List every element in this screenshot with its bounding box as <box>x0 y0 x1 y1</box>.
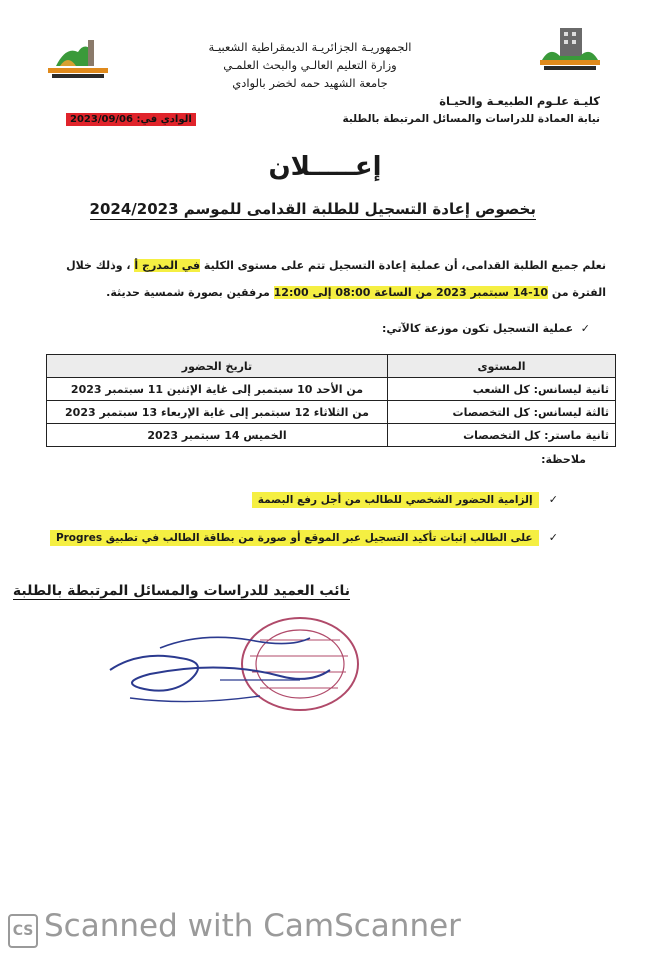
camscanner-logo-icon: CS <box>8 914 38 948</box>
table-cell-date: من الأحد 10 سبتمبر إلى غاية الإثنين 11 سبتمبر 2023 <box>47 378 388 401</box>
table-header-level: المستوى <box>388 355 616 378</box>
table-cell-level: ثانية ليسانس: كل الشعب <box>388 378 616 401</box>
faculty-name: كليـة علـوم الطبيعـة والحيـاة <box>439 94 600 108</box>
university-name: جامعة الشهيد حمه لخضر بالوادي <box>232 76 388 90</box>
republic-title: الجمهوريـة الجزائريـة الديمقراطية الشعبيـة <box>208 40 412 54</box>
ministry-title: وزارة التعليم العالـي والبحث العلمـي <box>223 58 397 72</box>
table-header-date: تاريخ الحضور <box>47 355 388 378</box>
table-cell-level: ثانية ماستر: كل التخصصات <box>388 424 616 447</box>
table-cell-level: ثالثة ليسانس: كل التخصصات <box>388 401 616 424</box>
announcement-line-2 <box>106 280 606 306</box>
checkmark-icon: ✓ <box>580 322 590 335</box>
distribution-text: عملية التسجيل تكون موزعة كالآتي: <box>382 322 574 335</box>
deanship-name: نيابة العمادة للدراسات والمسائل المرتبطة بالطلبة <box>342 113 600 125</box>
checkmark-icon: ✓ <box>548 493 558 506</box>
camscanner-watermark: Scanned with CamScanner <box>44 908 461 944</box>
table-row <box>47 378 616 401</box>
table-row <box>47 401 616 424</box>
line1-text-b: ، وذلك خلال <box>66 259 135 272</box>
checkmark-icon: ✓ <box>548 531 558 544</box>
line1-text-a: نعلم جميع الطلبة القدامى، أن عملية إعادة التسجيل تتم على مستوى الكلية <box>200 259 606 272</box>
official-stamp-and-signature <box>100 610 370 724</box>
table-cell-date: من الثلاثاء 12 سبتمبر إلى غاية الإربعاء 13 سبتمبر 2023 <box>47 401 388 424</box>
university-logo-right <box>540 26 600 78</box>
table-row <box>47 424 616 447</box>
distribution-line <box>382 316 590 342</box>
line2-text-b: مرفقين بصورة شمسية حديثة. <box>106 286 274 299</box>
location-highlight: في المدرج أ <box>134 259 201 272</box>
notes-label: ملاحظة: <box>541 453 586 466</box>
note-2 <box>50 526 558 545</box>
table-header-row <box>47 355 616 378</box>
schedule-table <box>46 354 616 447</box>
announcement-title: إعـــــلان <box>268 152 382 182</box>
period-highlight: 10-14 سبتمبر 2023 من الساعة 08:00 إلى 12:00 <box>273 286 548 299</box>
document-date: الوادي في: 2023/09/06 <box>66 113 196 126</box>
note-2-text: على الطالب إثبات تأكيد التسجيل عبر الموقع أو صورة من بطاقة الطالب في تطبيق Progres <box>50 530 539 546</box>
announcement-line-1 <box>66 253 606 279</box>
announcement-subtitle: بخصوص إعادة التسجيل للطلبة القدامى للموسم 2024/2023 <box>89 200 536 218</box>
note-1-text: إلزامية الحضور الشخصي للطالب من أجل رفع البصمة <box>252 492 539 508</box>
line2-text-a: الفترة من <box>547 286 606 299</box>
signature-title: نائب العميد للدراسات والمسائل المرتبطة بالطلبة <box>12 583 350 599</box>
university-logo-left <box>48 32 108 84</box>
note-1 <box>252 488 558 507</box>
table-cell-date: الخميس 14 سبتمبر 2023 <box>47 424 388 447</box>
